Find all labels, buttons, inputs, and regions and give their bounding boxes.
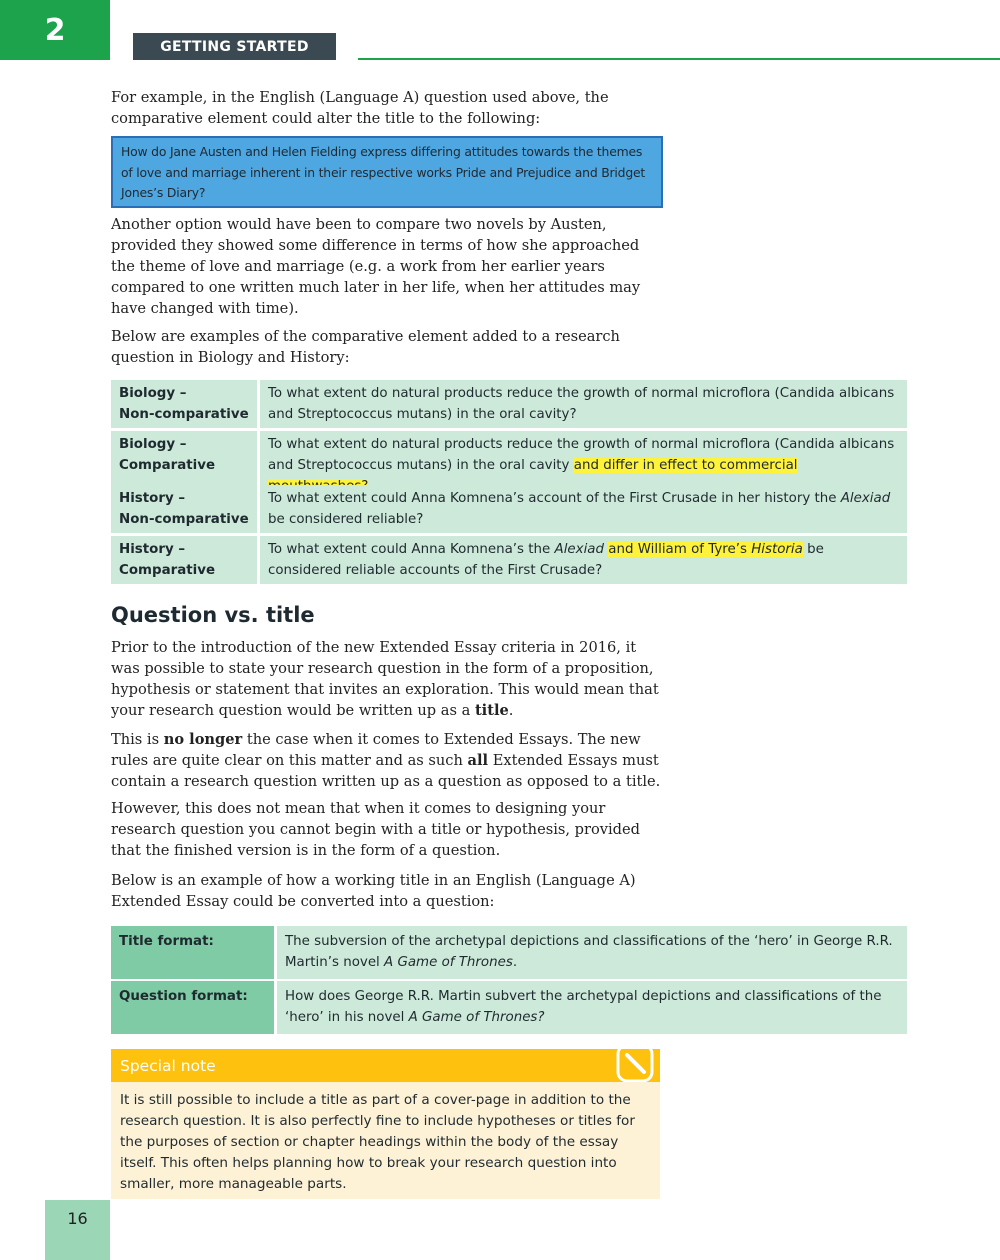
- table-row: [111, 380, 907, 428]
- row-text: To what extent could Anna Komnena’s the Alexiad and William of Tyre’s Historia be considered reliable accounts of the First Crusade?: [260, 536, 907, 584]
- row-text: The subversion of the archetypal depictions and classifications of the ‘hero’ in George R.R. Martin’s novel A Game of Thrones.: [277, 926, 907, 979]
- row-label: Biology – Comparative: [111, 431, 260, 500]
- section-paragraph-2: This is no longer the case when it comes to Extended Essays. The new rules are quite clear on this matter and as such all Extended Essays must contain a research question written up as a question as opposed to a title.: [111, 731, 661, 790]
- comparative-title-quote: How do Jane Austen and Helen Fielding express differing attitudes towards the themes of love and marriage inherent in their respective works Pride and Prejudice and Bridget Jones’s Diary?: [111, 136, 663, 208]
- section-paragraph-3: However, this does not mean that when it comes to designing your research question you cannot begin with a title or hypothesis, provided that the finished version is in the form of a question.: [111, 800, 640, 859]
- row-label: Title format:: [111, 926, 277, 979]
- table-row: [111, 981, 907, 1034]
- special-note-header: [111, 1049, 660, 1082]
- special-note-title: Special note: [120, 1057, 216, 1075]
- row-label: History – Non-comparative: [111, 485, 260, 533]
- section-label: GETTING STARTED: [133, 33, 336, 60]
- row-label: Biology – Non-comparative: [111, 380, 260, 428]
- section-paragraph-4: Below is an example of how a working title in an English (Language A) Extended Essay could be converted into a question:: [111, 872, 636, 910]
- highlighted-text: and differ in effect to commercial: [268, 458, 798, 494]
- highlighted-text: and William of Tyre’s Historia: [608, 542, 803, 557]
- header-rule: [358, 58, 1000, 60]
- section-heading: Question vs. title: [111, 603, 315, 627]
- page-number: 16: [67, 1209, 88, 1228]
- intro-paragraph-1: For example, in the English (Language A) question used above, the comparative element could alter the title to the following:: [111, 89, 609, 127]
- table-row: [111, 485, 907, 533]
- title-question-format-table: [111, 924, 907, 1036]
- intro-paragraph-3: Below are examples of the comparative element added to a research question in Biology and History:: [111, 328, 620, 366]
- table-row: [111, 536, 907, 584]
- row-text: To what extent do natural products reduce the growth of normal microflora (Candida albicans and Streptococcus mutans) in the oral cavity?: [260, 380, 907, 428]
- row-label: Question format:: [111, 981, 277, 1034]
- table-row: [111, 926, 907, 979]
- special-note-body: It is still possible to include a title as part of a cover-page in addition to the research question. It is also perfectly fine to include hypotheses or titles for the purposes of section or chapter headings within the body of the essay itself. This often helps planning how to break your research question into smaller, more manageable parts.: [111, 1082, 660, 1199]
- chapter-number: 2: [0, 0, 110, 60]
- row-text: To what extent could Anna Komnena’s account of the First Crusade in her history the Alexiad be considered reliable?: [260, 485, 907, 533]
- section-paragraph-1: Prior to the introduction of the new Extended Essay criteria in 2016, it was possible to state your research question in the form of a proposition, hypothesis or statement that invites an exploration. This would mean that your research question would be written up as a title.: [111, 639, 659, 719]
- intro-paragraph-2: Another option would have been to compare two novels by Austen, provided they showed some difference in terms of how she approached the theme of love and marriage (e.g. a work from her earlier years compared to one written much later in her life, when her attitudes may have changed with time).: [111, 216, 641, 317]
- row-text: To what extent do natural products reduce the growth of normal microflora (Candida albicans and Streptococcus mutans) in the oral cavity and differ in effect to commercial: [260, 431, 907, 500]
- history-comparison-table: [111, 482, 907, 587]
- row-label: History – Comparative: [111, 536, 260, 584]
- row-text: How does George R.R. Martin subvert the archetypal depictions and classifications of the ‘hero’ in his novel A Game of Thrones?: [277, 981, 907, 1034]
- pencil-icon: [616, 1049, 654, 1083]
